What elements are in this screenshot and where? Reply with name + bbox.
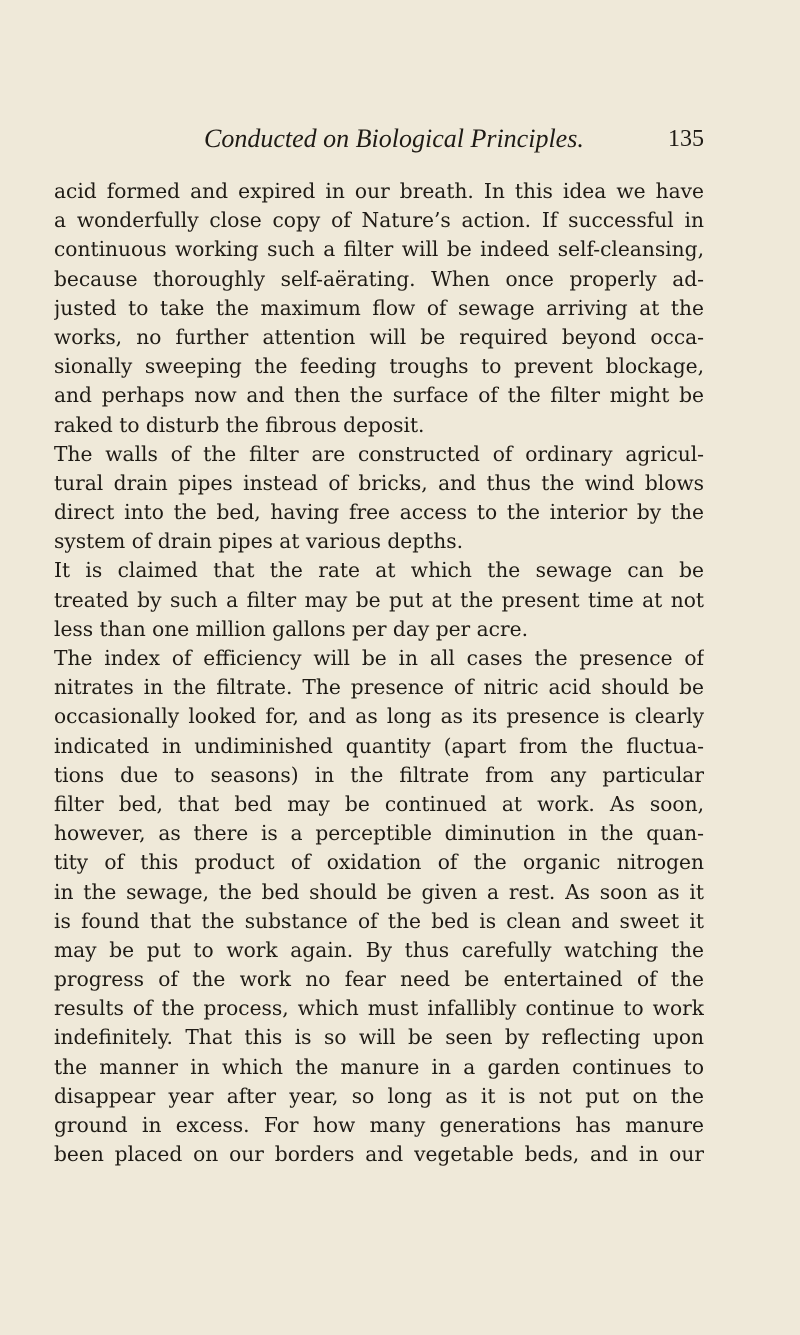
text-line: It is claimed that the rate at which the sewage can be: [54, 558, 704, 583]
text-line: direct into the bed, having free access to the interior by the: [54, 500, 704, 525]
text-line: treated by such a filter may be put at the present time at not: [54, 587, 704, 612]
text-line: because thoroughly self-aërating. When once properly ad-: [54, 266, 704, 291]
text-line: tions due to seasons) in the filtrate from any particular: [54, 762, 704, 787]
text-line: The walls of the filter are constructed of ordinary agricul-: [54, 441, 704, 466]
text-line: acid formed and expired in our breath. In this idea we have: [54, 179, 704, 203]
text-line: filter bed, that bed may be continued at work. As soon,: [54, 791, 704, 816]
text-line: nitrates in the filtrate. The presence of nitric acid should be: [54, 675, 704, 700]
text-line: less than one million gallons per day per acre.: [54, 616, 528, 641]
text-line: is found that the substance of the bed is clean and sweet it: [54, 908, 704, 933]
text-line: The index of efficiency will be in all cases the presence of: [54, 646, 704, 670]
text-line: and perhaps now and then the surface of the filter might be: [54, 383, 704, 408]
text-line: sionally sweeping the feeding troughs to prevent blockage,: [54, 354, 704, 379]
page-number: 135: [668, 126, 704, 152]
text-line: however, as there is a perceptible diminution in the quan-: [54, 821, 704, 846]
text-line: indicated in undiminished quantity (apart from the fluctua-: [54, 733, 704, 758]
text-line: disappear year after year, so long as it is not put on the: [54, 1083, 704, 1108]
running-title: Conducted on Biological Principles.: [204, 124, 584, 153]
text-line: continuous working such a filter will be indeed self-cleansing,: [54, 237, 704, 262]
text-line: justed to take the maximum flow of sewage arriving at the: [54, 295, 704, 320]
text-line: been placed on our borders and vegetable beds, and in our: [54, 1142, 704, 1167]
body-text: [54, 177, 704, 1169]
text-line: tural drain pipes instead of bricks, and thus the wind blows: [54, 470, 704, 495]
text-line: in the sewage, the bed should be given a rest. As soon as it: [54, 879, 704, 904]
text-line: ground in excess. For how many generations has manure: [54, 1113, 704, 1137]
running-head: [54, 122, 704, 156]
text-line: the manner in which the manure in a garden continues to: [54, 1054, 704, 1079]
text-line: occasionally looked for, and as long as its presence is clearly: [54, 704, 704, 729]
text-line: may be put to work again. By thus carefully watching the: [54, 937, 704, 962]
text-line: progress of the work no fear need be entertained of the: [54, 967, 704, 992]
text-line: works, no further attention will be required beyond occa-: [54, 324, 704, 349]
text-line: system of drain pipes at various depths.: [54, 529, 464, 554]
text-line: a wonderfully close copy of Nature’s action. If successful in: [54, 208, 704, 233]
text-line: tity of this product of oxidation of the organic nitrogen: [54, 850, 704, 875]
text-line: indefinitely. That this is so will be seen by reflecting upon: [54, 1025, 704, 1050]
text-line: results of the process, which must infallibly continue to work: [54, 996, 704, 1021]
text-line: raked to disturb the fibrous deposit.: [54, 412, 425, 437]
